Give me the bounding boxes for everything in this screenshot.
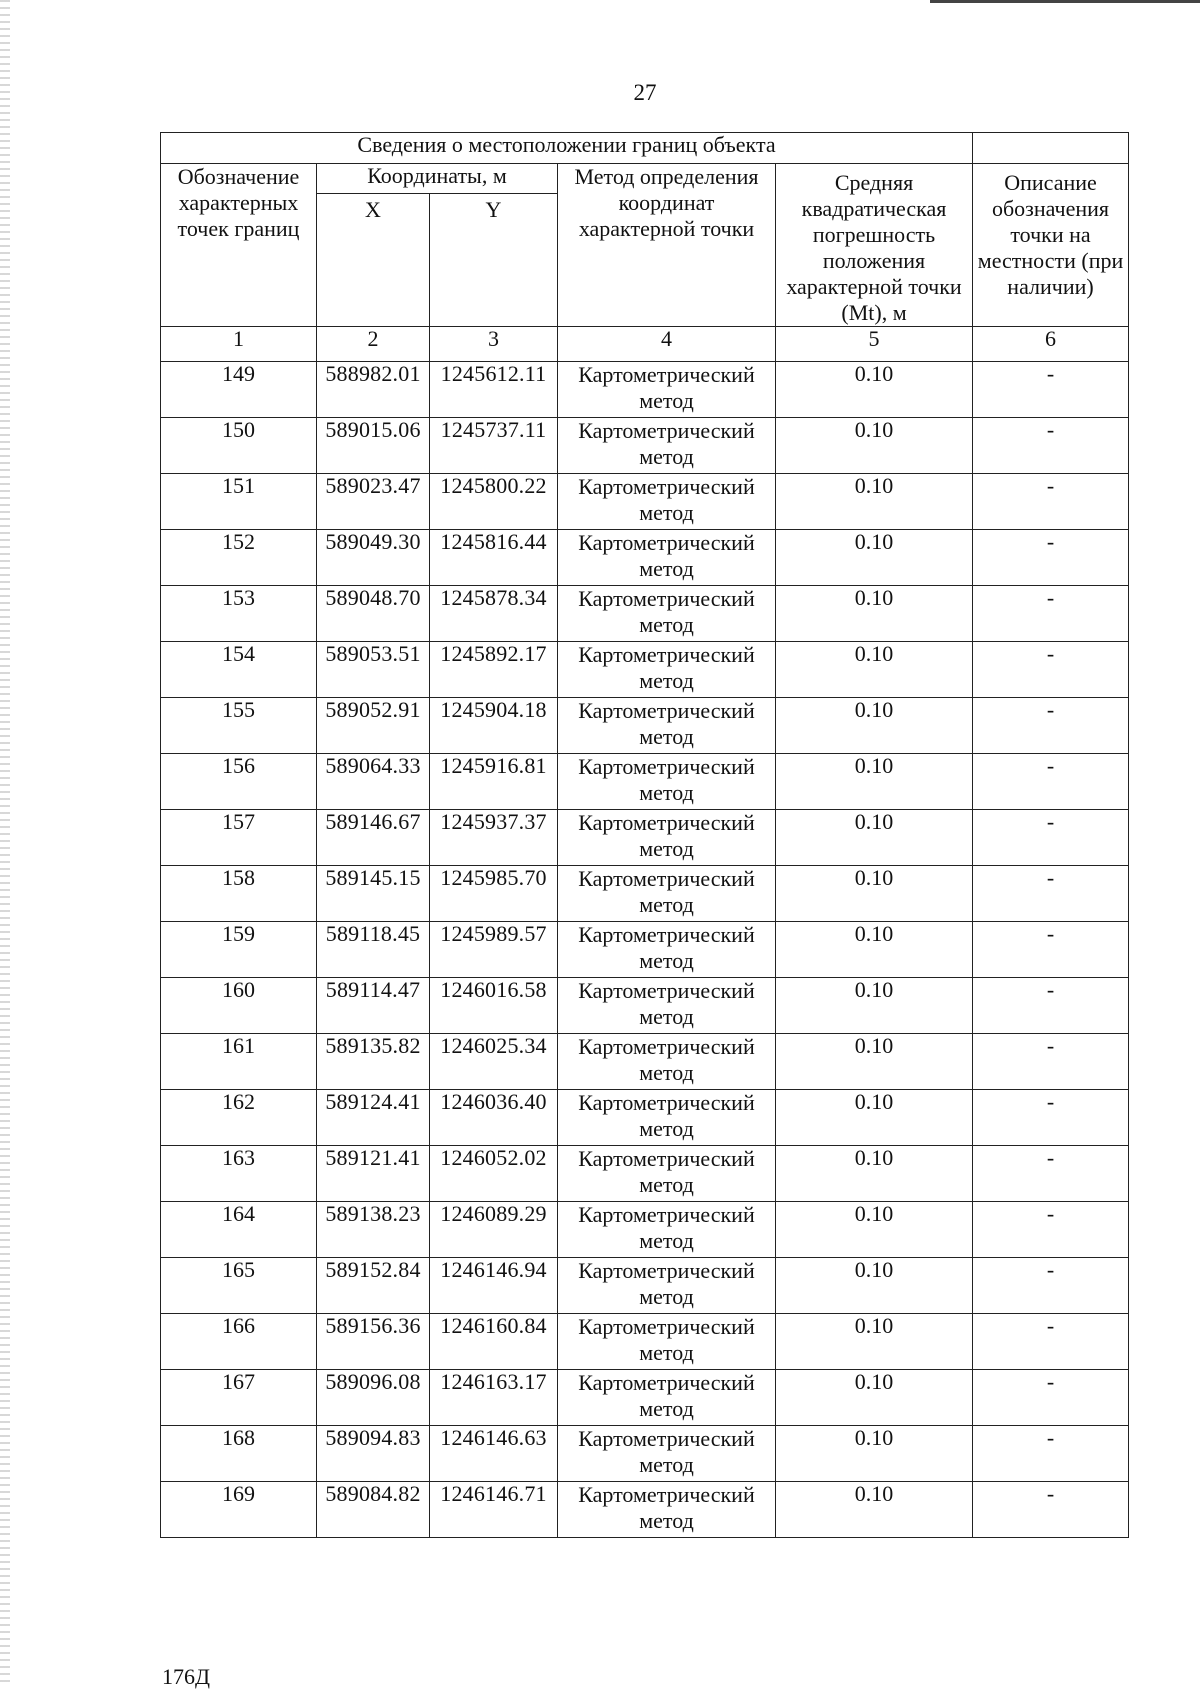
cell-point: 166 xyxy=(161,1314,317,1370)
cell-error: 0.10 xyxy=(776,1426,973,1482)
cell-x: 589064.33 xyxy=(317,754,430,810)
cell-error: 0.10 xyxy=(776,418,973,474)
table-row xyxy=(161,530,1129,586)
cell-method: Картометрический метод xyxy=(558,418,776,474)
cell-error: 0.10 xyxy=(776,530,973,586)
scan-edge xyxy=(0,0,10,1686)
cell-method: Картометрический метод xyxy=(558,922,776,978)
cell-method: Картометрический метод xyxy=(558,754,776,810)
cell-point: 159 xyxy=(161,922,317,978)
header-method: Метод определения координат характерной точки xyxy=(558,164,776,327)
column-number: 1 xyxy=(161,327,317,362)
cell-method: Картометрический метод xyxy=(558,530,776,586)
column-number: 6 xyxy=(973,327,1129,362)
cell-x: 589146.67 xyxy=(317,810,430,866)
cell-method: Картометрический метод xyxy=(558,810,776,866)
cell-x: 589052.91 xyxy=(317,698,430,754)
cell-point: 151 xyxy=(161,474,317,530)
cell-method: Картометрический метод xyxy=(558,1258,776,1314)
table-row xyxy=(161,810,1129,866)
cell-y: 1246146.71 xyxy=(430,1482,558,1538)
cell-method: Картометрический метод xyxy=(558,978,776,1034)
cell-method: Картометрический метод xyxy=(558,1202,776,1258)
cell-x: 589049.30 xyxy=(317,530,430,586)
scan-top-line xyxy=(930,0,1200,3)
cell-description: - xyxy=(973,978,1129,1034)
column-numbers-row xyxy=(161,327,1129,362)
cell-x: 589096.08 xyxy=(317,1370,430,1426)
cell-error: 0.10 xyxy=(776,1370,973,1426)
cell-y: 1245612.11 xyxy=(430,362,558,418)
cell-y: 1246089.29 xyxy=(430,1202,558,1258)
table-row xyxy=(161,418,1129,474)
cell-point: 160 xyxy=(161,978,317,1034)
table-row xyxy=(161,1034,1129,1090)
cell-description: - xyxy=(973,1258,1129,1314)
cell-y: 1245904.18 xyxy=(430,698,558,754)
header-description: Описание обозначения точки на местности (при наличии) xyxy=(973,164,1129,327)
cell-y: 1246146.94 xyxy=(430,1258,558,1314)
cell-y: 1246036.40 xyxy=(430,1090,558,1146)
cell-y: 1245985.70 xyxy=(430,866,558,922)
cell-description: - xyxy=(973,530,1129,586)
cell-x: 589124.41 xyxy=(317,1090,430,1146)
header-y: Y xyxy=(430,193,558,326)
cell-y: 1245916.81 xyxy=(430,754,558,810)
cell-description: - xyxy=(973,418,1129,474)
cell-error: 0.10 xyxy=(776,698,973,754)
cell-x: 589094.83 xyxy=(317,1426,430,1482)
table-row xyxy=(161,1482,1129,1538)
cell-x: 589023.47 xyxy=(317,474,430,530)
cell-x: 589048.70 xyxy=(317,586,430,642)
cell-method: Картометрический метод xyxy=(558,1482,776,1538)
cell-point: 168 xyxy=(161,1426,317,1482)
cell-point: 156 xyxy=(161,754,317,810)
table-title: Сведения о местоположении границ объекта xyxy=(161,133,973,164)
table-row xyxy=(161,754,1129,810)
table-row xyxy=(161,642,1129,698)
cell-description: - xyxy=(973,362,1129,418)
cell-description: - xyxy=(973,1146,1129,1202)
cell-description: - xyxy=(973,1202,1129,1258)
cell-description: - xyxy=(973,1034,1129,1090)
cell-method: Картометрический метод xyxy=(558,474,776,530)
cell-y: 1245878.34 xyxy=(430,586,558,642)
cell-x: 589138.23 xyxy=(317,1202,430,1258)
table-title-row xyxy=(161,133,1129,164)
cell-point: 152 xyxy=(161,530,317,586)
table-row xyxy=(161,1370,1129,1426)
cell-point: 157 xyxy=(161,810,317,866)
cell-description: - xyxy=(973,922,1129,978)
cell-error: 0.10 xyxy=(776,642,973,698)
footer-code: 176Д xyxy=(162,1664,211,1689)
cell-x: 589015.06 xyxy=(317,418,430,474)
column-number: 2 xyxy=(317,327,430,362)
cell-method: Картометрический метод xyxy=(558,1146,776,1202)
cell-x: 589118.45 xyxy=(317,922,430,978)
cell-method: Картометрический метод xyxy=(558,1034,776,1090)
cell-description: - xyxy=(973,1370,1129,1426)
cell-method: Картометрический метод xyxy=(558,586,776,642)
cell-error: 0.10 xyxy=(776,866,973,922)
cell-y: 1245816.44 xyxy=(430,530,558,586)
cell-y: 1246163.17 xyxy=(430,1370,558,1426)
cell-y: 1246160.84 xyxy=(430,1314,558,1370)
cell-error: 0.10 xyxy=(776,1482,973,1538)
cell-point: 155 xyxy=(161,698,317,754)
cell-point: 169 xyxy=(161,1482,317,1538)
cell-y: 1246025.34 xyxy=(430,1034,558,1090)
table-row xyxy=(161,586,1129,642)
cell-description: - xyxy=(973,642,1129,698)
cell-error: 0.10 xyxy=(776,474,973,530)
cell-error: 0.10 xyxy=(776,978,973,1034)
cell-point: 164 xyxy=(161,1202,317,1258)
cell-description: - xyxy=(973,1314,1129,1370)
table-row xyxy=(161,474,1129,530)
cell-error: 0.10 xyxy=(776,810,973,866)
table-title-empty-cell xyxy=(973,133,1129,164)
cell-method: Картометрический метод xyxy=(558,1426,776,1482)
cell-x: 589152.84 xyxy=(317,1258,430,1314)
cell-description: - xyxy=(973,1090,1129,1146)
cell-error: 0.10 xyxy=(776,1146,973,1202)
column-number: 5 xyxy=(776,327,973,362)
cell-point: 150 xyxy=(161,418,317,474)
cell-y: 1245800.22 xyxy=(430,474,558,530)
header-x: X xyxy=(317,193,430,326)
cell-error: 0.10 xyxy=(776,754,973,810)
cell-method: Картометрический метод xyxy=(558,698,776,754)
table-row xyxy=(161,362,1129,418)
table-row xyxy=(161,1202,1129,1258)
cell-point: 165 xyxy=(161,1258,317,1314)
table-row xyxy=(161,1426,1129,1482)
cell-error: 0.10 xyxy=(776,1314,973,1370)
cell-point: 167 xyxy=(161,1370,317,1426)
table-row xyxy=(161,978,1129,1034)
table-row xyxy=(161,1314,1129,1370)
cell-error: 0.10 xyxy=(776,1034,973,1090)
cell-description: - xyxy=(973,866,1129,922)
cell-error: 0.10 xyxy=(776,586,973,642)
cell-y: 1245989.57 xyxy=(430,922,558,978)
cell-error: 0.10 xyxy=(776,922,973,978)
cell-description: - xyxy=(973,1426,1129,1482)
cell-description: - xyxy=(973,474,1129,530)
cell-point: 163 xyxy=(161,1146,317,1202)
cell-x: 589145.15 xyxy=(317,866,430,922)
cell-description: - xyxy=(973,1482,1129,1538)
cell-x: 589053.51 xyxy=(317,642,430,698)
table-row xyxy=(161,922,1129,978)
table-row xyxy=(161,1146,1129,1202)
cell-point: 154 xyxy=(161,642,317,698)
cell-method: Картометрический метод xyxy=(558,642,776,698)
cell-x: 588982.01 xyxy=(317,362,430,418)
cell-y: 1246052.02 xyxy=(430,1146,558,1202)
page-number: 27 xyxy=(633,80,657,105)
cell-method: Картометрический метод xyxy=(558,866,776,922)
cell-error: 0.10 xyxy=(776,1202,973,1258)
cell-point: 153 xyxy=(161,586,317,642)
boundary-coordinates-table xyxy=(160,132,1129,1538)
header-error: Средняя квадратическая погрешность положения характерной точки (Mt), м xyxy=(776,164,973,327)
cell-method: Картометрический метод xyxy=(558,1314,776,1370)
cell-y: 1245937.37 xyxy=(430,810,558,866)
header-coords: Координаты, м xyxy=(317,164,558,194)
cell-point: 162 xyxy=(161,1090,317,1146)
cell-y: 1246016.58 xyxy=(430,978,558,1034)
table-row xyxy=(161,1258,1129,1314)
cell-method: Картометрический метод xyxy=(558,1370,776,1426)
cell-x: 589114.47 xyxy=(317,978,430,1034)
cell-description: - xyxy=(973,586,1129,642)
cell-y: 1245737.11 xyxy=(430,418,558,474)
cell-x: 589156.36 xyxy=(317,1314,430,1370)
cell-point: 149 xyxy=(161,362,317,418)
cell-error: 0.10 xyxy=(776,362,973,418)
cell-point: 158 xyxy=(161,866,317,922)
cell-description: - xyxy=(973,810,1129,866)
cell-method: Картометрический метод xyxy=(558,1090,776,1146)
table-row xyxy=(161,1090,1129,1146)
table-row xyxy=(161,866,1129,922)
cell-description: - xyxy=(973,698,1129,754)
cell-y: 1245892.17 xyxy=(430,642,558,698)
cell-error: 0.10 xyxy=(776,1258,973,1314)
header-point: Обозначение характерных точек границ xyxy=(161,164,317,327)
cell-x: 589084.82 xyxy=(317,1482,430,1538)
cell-x: 589121.41 xyxy=(317,1146,430,1202)
cell-method: Картометрический метод xyxy=(558,362,776,418)
header-row xyxy=(161,164,1129,194)
cell-description: - xyxy=(973,754,1129,810)
cell-error: 0.10 xyxy=(776,1090,973,1146)
column-number: 3 xyxy=(430,327,558,362)
column-number: 4 xyxy=(558,327,776,362)
cell-point: 161 xyxy=(161,1034,317,1090)
cell-x: 589135.82 xyxy=(317,1034,430,1090)
cell-y: 1246146.63 xyxy=(430,1426,558,1482)
table-row xyxy=(161,698,1129,754)
